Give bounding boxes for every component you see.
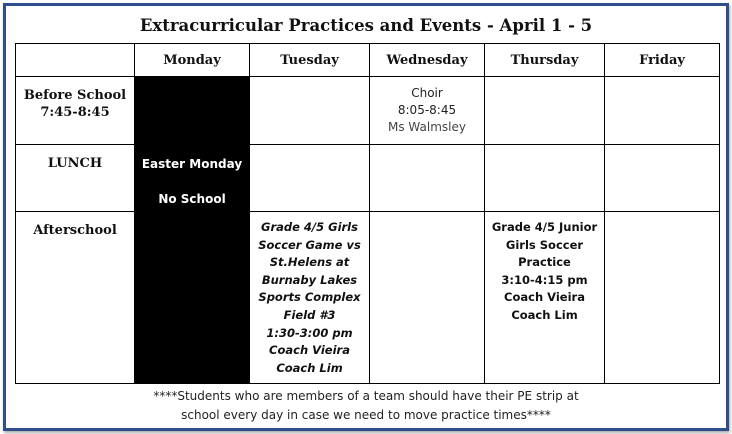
row-label-lunch: LUNCH [16,145,135,212]
schedule-frame [3,3,729,431]
header-thursday: Thursday [485,44,605,77]
event-line: 3:10-4:15 pm [501,272,588,287]
cell-wednesday-lunch [370,145,485,212]
event-line: Practice [518,255,571,270]
monday-no-school-label: No School [158,192,226,206]
cell-wednesday-before-school [370,77,485,145]
cell-friday-lunch [605,145,720,212]
row-label-before-school-line1: Before School [23,88,127,103]
footnote-line1: ****Students who are members of a team should have their PE strip at [153,389,579,403]
event-line: Soccer Game vs [258,237,361,252]
event-line: Coach Lim [511,307,578,322]
header-friday: Friday [605,44,720,77]
header-row [16,44,720,77]
cell-wednesday-afterschool [370,212,485,384]
row-label-before-school [16,77,135,145]
event-line: Girls Soccer [505,237,584,252]
cell-tuesday-afterschool [250,212,370,384]
event-line: Coach Vieira [504,290,585,305]
event-line: Burnaby Lakes [261,272,358,287]
header-empty [16,44,135,77]
event-line: Coach Lim [276,360,343,375]
event-line: Coach Vieira [269,343,350,358]
cell-tuesday-before-school [250,77,370,145]
cell-tuesday-lunch [250,145,370,212]
footnote-line2: school every day in case we need to move practice times**** [181,408,551,422]
page-title: Extracurricular Practices and Events - April 1 - 5 [139,16,593,35]
header-monday: Monday [135,44,250,77]
row-before-school [16,77,720,145]
row-label-before-school-line2: 7:45-8:45 [40,105,110,120]
row-label-afterschool: Afterschool [16,212,135,384]
choir-title: Choir [411,86,443,100]
event-line: Sports Complex [258,290,361,305]
cell-friday-afterschool [605,212,720,384]
monday-holiday-label: Easter Monday [141,157,243,171]
choir-time: 8:05-8:45 [397,103,457,117]
cell-friday-before-school [605,77,720,145]
header-tuesday: Tuesday [250,44,370,77]
choir-teacher: Ms Walmsley [388,120,466,134]
monday-closed-cell [135,77,250,384]
event-line: St.Helens at [269,255,350,270]
row-lunch [16,145,720,212]
event-line: 1:30-3:00 pm [266,325,353,340]
cell-thursday-before-school [485,77,605,145]
schedule-table [15,43,720,384]
header-wednesday: Wednesday [370,44,485,77]
footnote [6,387,726,425]
cell-thursday-lunch [485,145,605,212]
row-afterschool [16,212,720,384]
event-line: Grade 4/5 Junior [491,220,598,234]
event-line: Field #3 [283,307,336,322]
event-line: Grade 4/5 Girls [261,220,358,234]
cell-thursday-afterschool [485,212,605,384]
